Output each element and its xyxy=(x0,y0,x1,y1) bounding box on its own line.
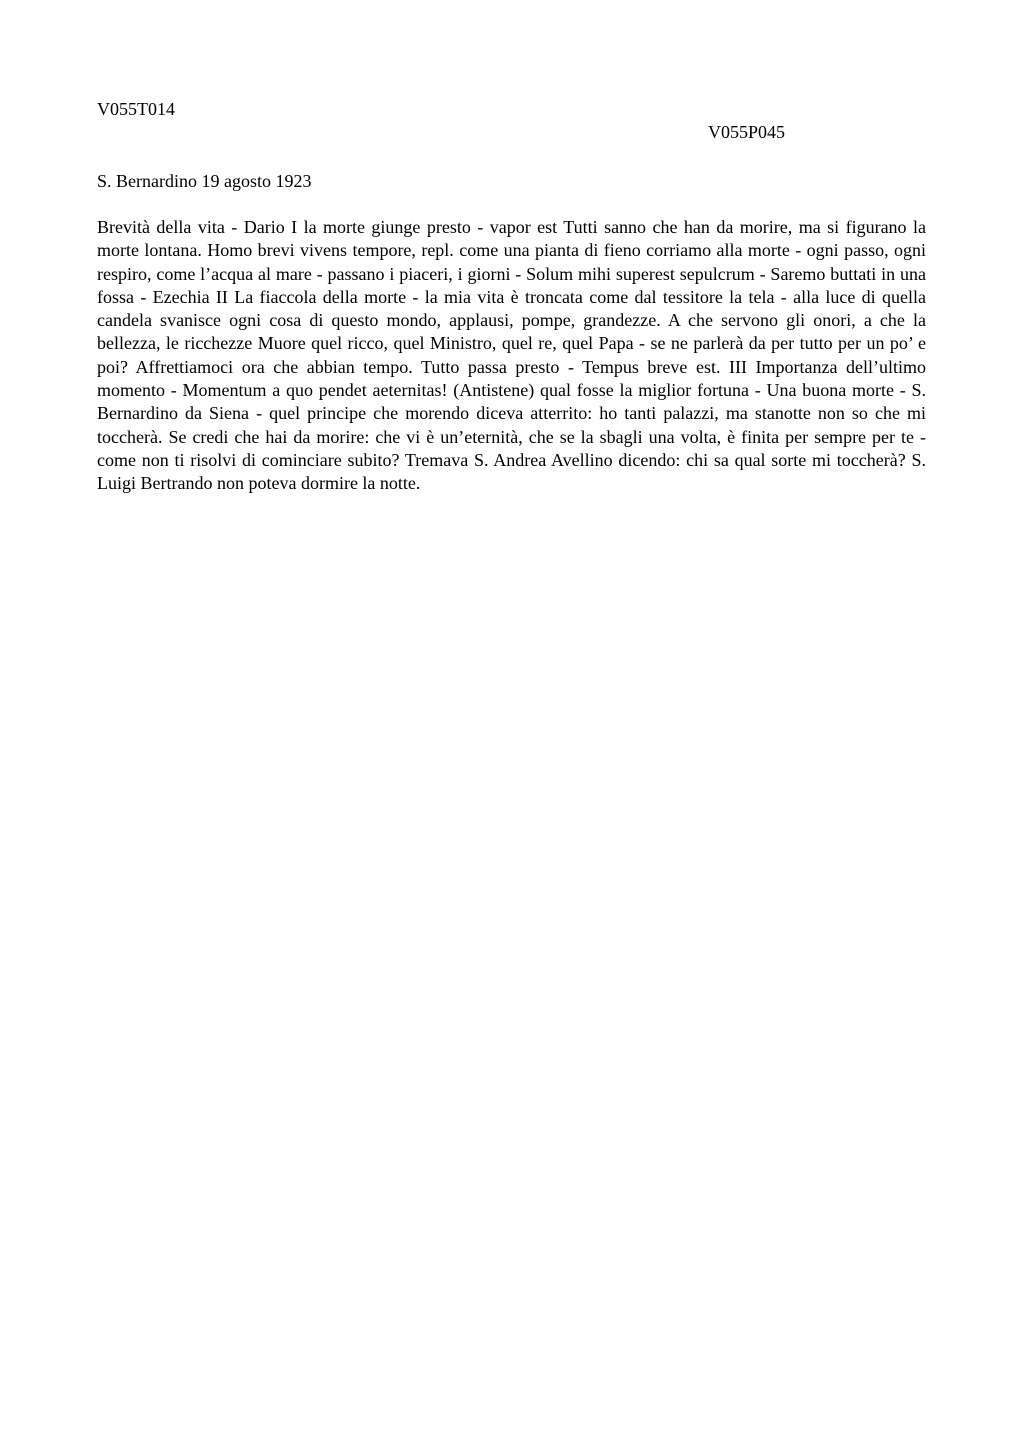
document-code: V055T014 xyxy=(97,99,175,119)
date-heading: S. Bernardino 19 agosto 1923 xyxy=(97,171,312,191)
page-code: V055P045 xyxy=(708,122,786,142)
body-paragraph: Brevità della vita - Dario I la morte giunge presto - vapor est Tutti sanno che han da morire, ma si figurano la morte lontana. Homo brevi vivens tempore, repl. come una pianta di fieno corriamo alla morte - ogni passo, ogni respiro, come l’acqua al mare - passano i piaceri, i giorni - Solum mihi superest sepulcrum - Saremo buttati in una fossa - Ezechia II La fiaccola della morte - la mia vita è troncata come dal tessitore la tela - alla luce di quella candela svanisce ogni cosa di questo mondo, applausi, pompe, grandezze. A che servono gli onori, a che la bellezza, le ricchezze Muore quel ricco, quel Ministro, quel re, quel Papa - se ne parlerà da per tutto per un po’ e poi? Affrettiamoci ora che abbian tempo. Tutto passa presto - Tempus breve est. III Importanza dell’ultimo momento - Momentum a quo pendet aeternitas! (Antistene) qual fosse la miglior fortuna - Una buona morte - S. Bernardino da Siena - quel principe che morendo diceva atterrito: ho tanti palazzi, ma stanotte non so che mi toccherà. Se credi che hai da morire: che vi è un’eternità, che se la sbagli una volta, è finita per sempre per te - come non ti risolvi di cominciare subito? Tremava S. Andrea Avellino dicendo: chi sa qual sorte mi toccherà? S. Luigi Bertrando non poteva dormire la notte. xyxy=(97,217,926,494)
